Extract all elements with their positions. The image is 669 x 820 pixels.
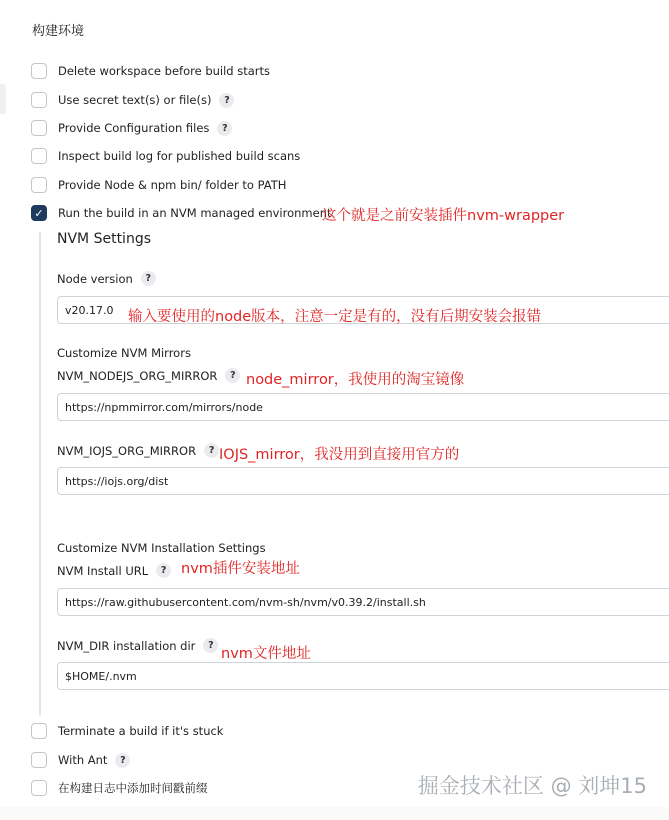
checkbox-label: Run the build in an NVM managed environment [58,206,332,220]
nvm-settings-title: NVM Settings [57,231,152,247]
help-icon[interactable]: ? [156,563,171,578]
iojs-mirror-label: NVM_IOJS_ORG_MIRROR [57,443,197,458]
checkbox-row-build-scans[interactable] [31,146,300,166]
checkbox-row-node-npm-path[interactable] [31,175,286,195]
help-icon[interactable]: ? [217,121,232,136]
checkbox-timestamps[interactable] [31,780,47,796]
help-icon[interactable]: ? [141,271,156,286]
nodejs-mirror-value: https://npmmirror.com/mirrors/node [65,400,263,414]
install-url-input[interactable] [57,588,669,616]
annotation-nvm-dir: nvm文件地址 [221,646,311,662]
iojs-mirror-input[interactable] [57,467,669,495]
annotation-nvm-plugin: 这个就是之前安装插件nvm-wrapper [322,208,565,224]
checkbox-row-config-files[interactable] [31,118,232,138]
nodejs-mirror-label: NVM_NODEJS_ORG_MIRROR [57,368,218,383]
checkbox-secret-text[interactable] [31,92,47,108]
checkbox-delete-workspace[interactable] [31,63,47,79]
checkbox-label: With Ant [58,753,108,767]
checkbox-row-nvm-environment[interactable] [31,203,332,223]
annotation-iojs-mirror: IOJS_mirror，我没用到直接用官方的 [219,447,460,463]
checkbox-label: Provide Configuration files [58,121,210,135]
help-icon[interactable]: ? [219,93,234,108]
checkbox-label: Provide Node & npm bin/ folder to PATH [58,178,287,192]
install-url-value: https://raw.githubusercontent.com/nvm-sh/nvm/v0.39.2/install.sh [65,595,426,609]
checkbox-row-delete-workspace[interactable] [31,61,270,81]
checkbox-build-scans[interactable] [31,148,47,164]
node-version-value: v20.17.0 [65,303,114,317]
help-icon[interactable]: ? [115,753,130,768]
checkbox-row-timestamps[interactable] [31,778,208,798]
section-title: 构建环境 [32,24,85,39]
help-icon[interactable]: ? [225,368,240,383]
iojs-mirror-value: https://iojs.org/dist [65,474,169,488]
node-version-label-row [57,271,156,286]
help-icon[interactable]: ? [203,638,218,653]
nodejs-mirror-input[interactable] [57,393,669,421]
nvm-dir-label-row [57,638,218,653]
watermark: 掘金技术社区 @ 刘坤15 [417,774,647,798]
checkbox-row-terminate-stuck[interactable] [31,721,223,741]
install-url-label-row [57,563,171,578]
install-url-label: NVM Install URL [57,563,149,578]
nested-section-line [39,232,41,716]
bottom-strip [0,807,669,820]
checkbox-label: Terminate a build if it's stuck [58,724,224,738]
help-icon[interactable]: ? [204,443,219,458]
left-edge-tab [0,84,6,114]
install-settings-title: Customize NVM Installation Settings [57,541,266,555]
checkbox-with-ant[interactable] [31,752,47,768]
nodejs-mirror-label-row [57,368,240,383]
checkbox-config-files[interactable] [31,120,47,136]
mirrors-title: Customize NVM Mirrors [57,346,191,360]
nvm-dir-input[interactable] [57,662,669,690]
annotation-node-version: 输入要使用的node版本，注意一定是有的，没有后期安装会报错 [128,309,542,325]
checkbox-label: 在构建日志中添加时间戳前缀 [58,781,208,795]
checkbox-row-secret-text[interactable] [31,90,234,110]
checkbox-node-npm-path[interactable] [31,177,47,193]
checkbox-label: Delete workspace before build starts [58,64,271,78]
annotation-install-url: nvm插件安装地址 [181,561,300,577]
node-version-label: Node version [57,271,133,286]
iojs-mirror-label-row [57,443,219,458]
annotation-node-mirror: node_mirror，我使用的淘宝镜像 [246,372,465,388]
checkbox-label: Inspect build log for published build scans [58,149,301,163]
checkbox-row-with-ant[interactable] [31,750,130,770]
nvm-dir-value: $HOME/.nvm [65,669,137,683]
nvm-dir-label: NVM_DIR installation dir [57,638,196,653]
checkbox-label: Use secret text(s) or file(s) [58,93,212,107]
checkbox-terminate-stuck[interactable] [31,723,47,739]
checkbox-nvm-environment-checked[interactable]: ✓ [31,205,47,221]
